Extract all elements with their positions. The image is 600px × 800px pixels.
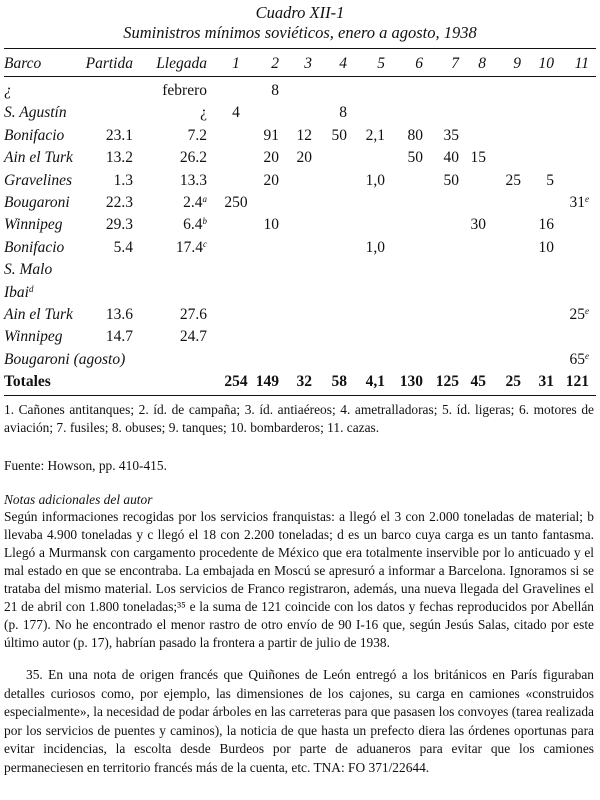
table-cell-value: febrero [162,82,207,99]
table-cell [339,103,347,123]
column-header [232,54,240,74]
column-header-value: 5 [377,55,385,72]
column-header [377,54,385,74]
ship-name-value: Bougaroni [4,194,70,211]
ship-name-value: Ibai [4,283,29,301]
table-cell [224,193,247,213]
column-legend: 1. Cañones antitanques; 2. íd. de campaña; 3. íd. antiaéreos; 4. ametralladoras; 5. íd. ligeras; 6. motores de aviación; 7. fusiles; 8. obuses; 9. tanques; 10. bombarderos; 11. cazas. [4,402,594,435]
table-title: Cuadro XII-1 [255,3,345,22]
table-cell [539,215,555,235]
table-cell-value: 8 [339,104,347,122]
table-cell [570,193,590,213]
column-header-value: 6 [415,55,423,72]
ship-name [4,260,52,280]
table-cell [114,238,133,258]
totals-cell [539,372,555,392]
column-header [513,54,521,74]
table-cell-value: 6.4 [183,216,203,234]
table-cell [297,148,313,168]
totals-cell [297,372,313,392]
ship-name [4,171,72,191]
totals-cell-value: 25 [505,373,521,390]
table-cell-value: 250 [224,194,248,211]
ship-name [4,193,70,213]
table-cell-value: 15 [470,149,486,167]
table-cell-value: 25 [569,306,585,323]
ship-name-value: Winnipeg [4,328,63,346]
totals-cell [566,372,589,392]
column-header [304,54,312,74]
column-header-value: 9 [513,55,521,72]
table-cell-value: 8 [271,82,279,99]
table-cell [162,81,207,101]
column-header [415,54,423,74]
totals-cell [506,372,522,392]
table-cell [408,126,424,146]
table-cell-value: 20 [263,171,279,189]
table-cell-value: 65 [569,350,585,368]
column-header-value: 1 [232,55,240,72]
table-cell-value: 26.2 [179,149,207,167]
table-cell [264,171,280,191]
table-cell [106,215,133,235]
ship-name-value: Gravelines [4,171,73,189]
table-cell [106,193,133,213]
ship-name [4,148,73,168]
ship-name-value: Ain el Turk [4,149,73,167]
column-header-value: Barco [4,55,42,72]
table-cell [506,171,522,191]
table-cell-value: 50 [407,149,423,167]
ship-name-value: Ain el Turk [4,306,73,323]
ship-name [4,327,63,347]
totals-cell-value: 4,1 [365,373,385,390]
table-cell [183,193,207,213]
table-cell [471,215,487,235]
table-cell-value: 1,0 [365,238,385,256]
totals-cell-value: 121 [565,373,589,390]
totals-cell-value: 45 [470,373,486,390]
table-cell [180,171,207,191]
table-cell-value: 27.6 [179,306,207,323]
table-cell [106,148,133,168]
totals-cell-value: 149 [255,373,279,390]
table-cell [408,148,424,168]
ship-name-value: S. Malo [4,261,53,279]
table-cell-value: 2,1 [365,126,385,144]
footnote-marker: d [28,283,34,294]
footnote-marker: e [585,194,589,204]
ship-name [4,126,64,146]
table-cell [106,305,133,325]
table-cell [297,126,313,146]
column-header [539,54,555,74]
totals-cell [471,372,487,392]
totals-cell-value: 31 [538,373,554,390]
table-cell-value: 10 [263,216,279,234]
table-cell [570,350,590,370]
table-cell [232,103,240,123]
table-cell-value: 40 [443,149,459,167]
table-cell-value: 10 [538,238,554,256]
column-header-value: 8 [478,55,486,72]
table-cell-value: 12 [296,126,312,144]
table-cell-value: 20 [296,149,312,167]
table-cell-value: 30 [470,216,486,234]
column-header-value: 7 [451,55,459,72]
column-header-value: 10 [538,55,554,72]
column-header-value: Partida [85,55,133,72]
ship-name [4,81,12,101]
totals-label [4,372,51,392]
totals-cell [332,372,348,392]
table-cell [183,215,207,235]
table-subtitle: Suministros mínimos soviéticos, enero a agosto, 1938 [123,23,477,42]
table-cell [444,171,460,191]
totals-label-value: Totales [4,373,51,390]
column-header-value: 4 [339,55,347,72]
totals-cell [224,372,247,392]
column-header [86,54,133,74]
ship-name-value: Winnipeg [4,216,63,234]
table-cell-value: 1,0 [365,171,385,189]
notes-title: Notas adicionales del autor [4,492,153,507]
notes-body: Según informaciones recogidas por los servicios franquistas: a llegó el 3 con 2.000 toneladas de material; b llevaba 4.900 toneladas y c llegó el 18 con 2.200 toneladas; d es un barco cuya carga es un tanto fantasma. Llegó a Murmansk con cargamento procedente de México que era totalmente inservible por lo anticuado y el mal estado en que se encontraba. La embajada en Moscú se apresuró a informar a Barcelona. Ignoramos si se trataba del mismo material. Los servicios de Franco registraron, además, una nueva llegada del Gravelines el 21 de abril con 1.800 toneladas;³⁵ e la suma de 121 coincide con los datos y fechas reproducidos por Abellán (p. 177). No he encontrado el menor rastro de otro envío de 90 I-16 que, según Jesús Salas, citado por este último autor (p. 17), habrían pasado la frontera a partir de julio de 1938. [4,509,594,650]
totals-cell-value: 125 [435,373,459,390]
column-header [156,54,207,74]
table-cell [188,126,207,146]
table-cell-value: 5 [546,171,554,189]
table-cell [106,126,133,146]
table-cell-value: 13.3 [179,171,207,189]
footnote-marker: c [203,238,207,249]
table-cell-value: 5.4 [113,238,133,256]
table-cell [264,148,280,168]
totals-cell-value: 32 [296,373,312,390]
table-cell-value: 50 [443,171,459,189]
table-cell-value: 24.7 [179,328,207,346]
table-cell-value: 31 [569,194,585,211]
table-cell-value: 16 [538,216,554,234]
table-cell [570,305,590,325]
totals-cell-value: 58 [331,373,347,390]
table-cell-value: 25 [505,171,521,189]
table-cell-value: 13.2 [105,149,133,167]
ship-name [4,350,125,370]
column-header [4,54,41,74]
table-cell-value: 20 [263,149,279,167]
table-cell-value: 35 [443,126,459,144]
table-cell-value: 29.3 [105,216,133,234]
ship-name-value: S. Agustín [4,104,67,122]
column-header-value: 11 [574,55,589,72]
ship-name-value: Bougaroni (agosto) [4,350,126,368]
table-cell [264,215,280,235]
table-cell [366,126,385,146]
table-cell [180,305,207,325]
table-cell [180,148,207,168]
table-cell-value: 80 [407,126,423,144]
table-cell-value: 23.1 [105,126,133,144]
table-cell-value: 1.3 [113,171,133,189]
table-cell-value: 14.7 [105,328,133,346]
table-cell [546,171,554,191]
column-header-value: 2 [271,55,279,72]
table-cell [180,327,207,347]
column-header [339,54,347,74]
column-header-value: 3 [304,55,312,72]
table-cell [539,238,555,258]
table-cell [264,126,280,146]
totals-cell-value: 130 [399,373,423,390]
footnote-marker: e [585,350,589,361]
ship-name [4,238,64,258]
totals-cell-value: 254 [224,373,248,390]
table-cell-value: 4 [232,104,240,122]
table-cell [200,103,207,123]
table-cell-value: 50 [331,126,347,144]
table-cell [176,238,207,258]
source-note: Fuente: Howson, pp. 410-415. [4,458,167,473]
totals-cell [256,372,279,392]
table-cell-value: 13.6 [105,306,133,323]
table-cell [114,171,133,191]
footnote-marker: e [585,306,589,316]
table-cell-value: ¿ [200,104,207,122]
footnote-marker: a [202,194,207,204]
table-cell-value: 22.3 [105,194,133,211]
table-cell-value: 2.4 [183,194,203,211]
column-header [271,54,279,74]
ship-name [4,103,67,123]
table-cell-value: 91 [263,126,279,144]
totals-cell [436,372,459,392]
column-header [451,54,459,74]
table-cell [444,126,460,146]
ship-name-value: ¿ [4,82,12,99]
table-cell-value: 17.4 [175,238,203,256]
table-cell [444,148,460,168]
table-cell [366,171,385,191]
totals-cell [366,372,385,392]
column-header [575,54,589,74]
table-cell [271,81,279,101]
footnote-35: 35. En una nota de origen francés que Quiñones de León entregó a los británicos en París figuraban detalles curiosos como, por ejemplo, las dimensiones de los cajones, su carga en camiones «construidos especialmente», la necesidad de podar árboles en las carreteras para que pasasen los convoyes (tarea realizada por los servicios de puentes y caminos), la noticia de que hasta un prefecto diera las órdenes oportunas para evitar incidencias, la escolta desde Burdeos por parte de aduaneros para evitar que los camiones permaneciesen en territorio francés más de la cuenta, etc. TNA: FO 371/22644. [4,667,594,775]
table-cell [106,327,133,347]
table-cell [332,126,348,146]
totals-cell [400,372,423,392]
table-cell-value: 7.2 [187,126,207,144]
ship-name [4,305,73,325]
table-cell [366,238,385,258]
ship-name [4,215,63,235]
ship-name-value: Bonifacio [4,238,65,256]
table-cell [471,148,487,168]
column-header [478,54,486,74]
ship-name-value: Bonifacio [4,126,65,144]
footnote-marker: b [202,216,207,227]
column-header-value: Llegada [156,55,207,72]
ship-name [4,283,33,303]
